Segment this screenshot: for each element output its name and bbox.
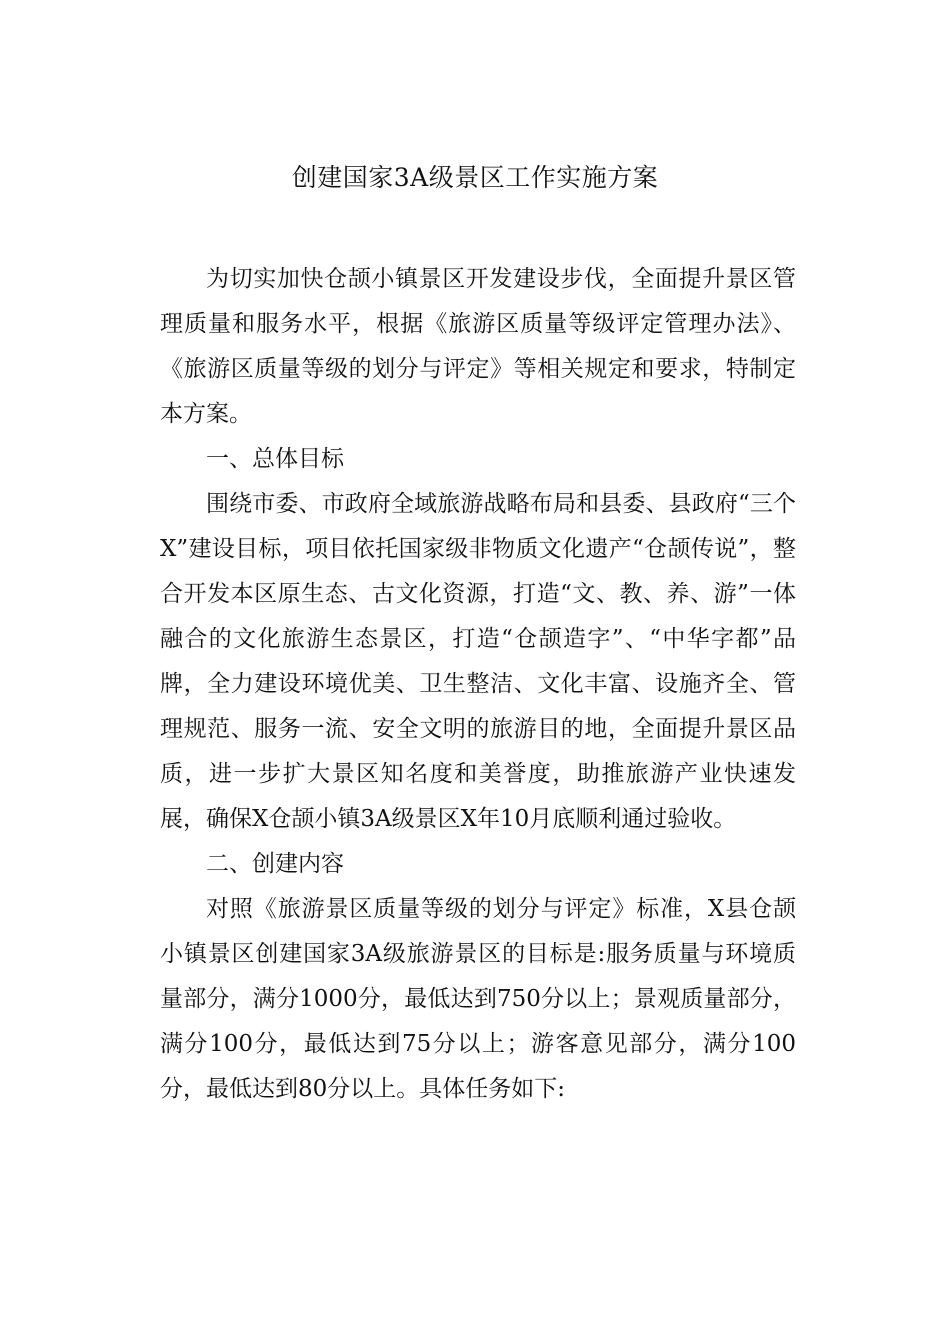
paragraph-intro: 为切实加快仓颉小镇景区开发建设步伐，全面提升景区管理质量和服务水平，根据《旅游区质量等级评定管理办法》、《旅游区质量等级的划分与评定》等相关规定和要求，特制定本方案。: [160, 266, 796, 427]
section-heading-content: 二、创建内容: [206, 851, 344, 877]
paragraph-content: 对照《旅游景区质量等级的划分与评定》标准，X县仓颉小镇景区创建国家3A级旅游景区的目标是:服务质量与环境质量部分，满分1000分，最低达到750分以上；景观质量部分，满分100分，最低达到75分以上；游客意见部分，满分100分，最低达到80分以上。具体任务如下:: [160, 896, 796, 1102]
document-title: 创建国家3A级景区工作实施方案: [291, 163, 659, 192]
section-heading-overall-goal: 一、总体目标: [206, 446, 344, 472]
paragraph-overall-goal: 围绕市委、市政府全域旅游战略布局和县委、县政府“三个X”建设目标，项目依托国家级非物质文化遗产“仓颉传说”，整合开发本区原生态、古文化资源，打造“文、教、养、游”一体融合的文化旅游生态景区，打造“仓颉造字”、“中华字都”品牌，全力建设环境优美、卫生整洁、文化丰富、设施齐全、管理规范、服务一流、安全文明的旅游目的地，全面提升景区品质，进一步扩大景区知名度和美誉度，助推旅游产业快速发展，确保X仓颉小镇3A级景区X年10月底顺利通过验收。: [160, 491, 796, 832]
document-body: [160, 257, 796, 1112]
